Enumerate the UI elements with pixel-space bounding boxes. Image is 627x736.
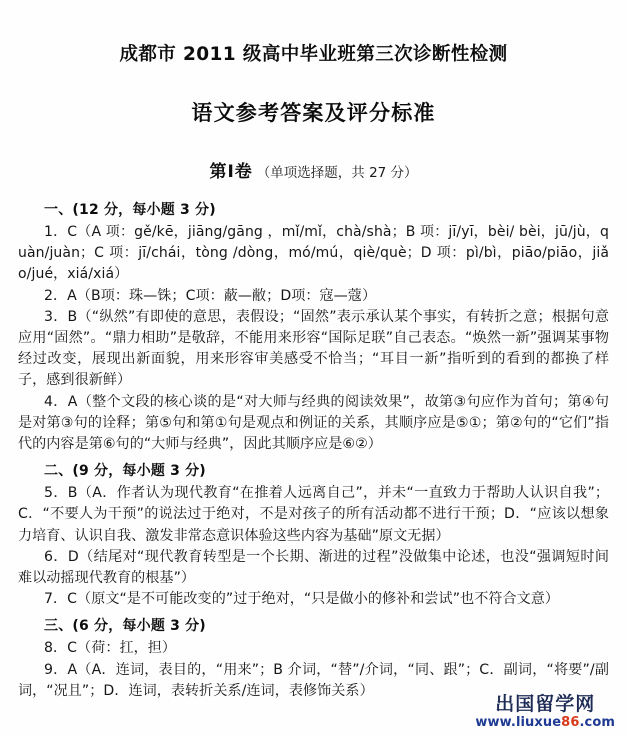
answer-item-q2: 2．A（B项：珠—铢；C项：蔽—敝；D项：寇—蔻） (44, 287, 377, 304)
document-title-secondary: 语文参考答案及评分标准 (191, 101, 436, 125)
paper-label: 第Ⅰ卷 (209, 162, 253, 182)
document-title-primary: 成都市 2011 级高中毕业班第三次诊断性检测 (119, 44, 508, 65)
answer-item-q8: 8．C（荷：扛，担） (44, 640, 177, 657)
section-heading: 三、(6 分，每小题 3 分) (44, 618, 206, 635)
watermark-url-highlight: 86 (561, 715, 580, 731)
answer-item-q9: 9．A（A．连词，表目的，“用来”；B 介词，“替”/介词，“同、跟”；C．副词，“将要”/副词，“况且”；D．连词，表转折关系/连词，表修饰关系） (18, 661, 609, 699)
answer-body (18, 181, 609, 702)
section-heading: 二、(9 分，每小题 3 分) (44, 463, 206, 480)
answer-item-q5: 5．B（A．作者认为现代教育“在推着人远离自己”，并未“一直致力于帮助人认识自我”；C．“不要人为干预”的说法过于绝对，不是对孩子的所有活动都不进行干预；D．“应该以想象力培育、认识自我、激发非常态意识体验这些内容为基础”原文无据） (18, 485, 609, 544)
answer-item-q6: 6．D（结尾对“现代教育转型是一个长期、渐进的过程”没做集中论述，也没“强调短时间难以动摇现代教育的根基”） (18, 548, 609, 587)
answer-item-q7: 7．C（原文“是不可能改变的”过于绝对，“只是做小的修补和尝试”也不符合文意） (44, 591, 560, 608)
watermark-url-suffix: .com (579, 715, 615, 731)
watermark (475, 695, 615, 730)
watermark-site-name: 出国留学网 (495, 693, 596, 716)
watermark-url-prefix: www.liuxue (475, 715, 562, 731)
section-heading: 一、(12 分，每小题 3 分) (44, 202, 216, 218)
paper-section-header (18, 127, 609, 181)
paper-note: （单项选择题，共 27 分） (256, 165, 418, 181)
watermark-url (475, 716, 615, 730)
answer-item-q4: 4．A（整个文段的核心谈的是“对大师与经典的阅读效果”，故第③句应作为首句；第④句是对第③句的诠释；第⑤句和第①句是观点和例证的关系，其顺序应是⑤①；第②句的“它们”指代的内容是第⑥句的“大师与经典”，因此其顺序应是⑥②） (18, 393, 609, 453)
answer-item-q3: 3．B（“纵然”有即使的意思，表假设；“固然”表示承认某个事实，有转折之意；根据句意应用“固然”。“鼎力相助”是敬辞，不能用来形容“国际足联”自己表态。“焕然一新”强调某事物经过改变，展现出新面貌，用来形容审美感受不恰当；“耳目一新”指听到的看到的都换了样子，感到很新鲜） (18, 308, 609, 389)
answer-item-q1: 1．C（A 项：gě/kē，jiāng/gāng ，mǐ/mǐ，chà/shà；B 项：jī/yī，bèi/ bèi，jū/jù，quàn/juàn；C 项：jī/chái，tòng /dòng，mó/mú，qiè/què；D 项：pì/bì，piāo/piāo，jiǎo/jué，xiá/xiá） (18, 224, 609, 283)
